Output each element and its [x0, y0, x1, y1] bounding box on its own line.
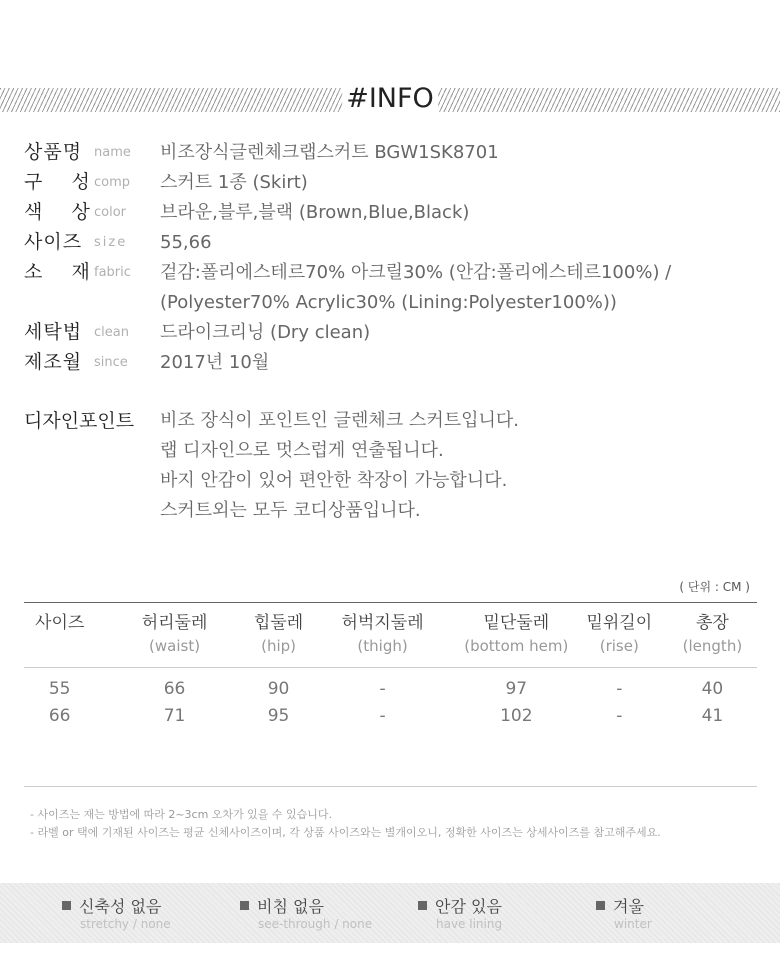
table-cell: 40: [701, 679, 724, 699]
square-bullet-icon: [596, 901, 605, 910]
note-line: - 사이즈는 재는 방법에 따라 2~3cm 오차가 있을 수 있습니다.: [30, 808, 333, 821]
info-value: [160, 168, 308, 198]
info-row-name: [24, 138, 764, 168]
info-table: [24, 138, 764, 378]
header-ko: 밑위길이: [586, 613, 653, 633]
info-value-line: 드라이크리닝 (Dry clean): [160, 322, 371, 343]
size-notes: [30, 806, 661, 842]
table-cell: -: [616, 679, 623, 699]
design-point-text: [160, 406, 519, 526]
table-cell: 41: [701, 706, 724, 726]
header-ko: 총장: [695, 613, 729, 633]
table-header-cell: [254, 611, 304, 667]
design-point-label: 디자인포인트: [24, 410, 135, 432]
info-label-en: clean: [94, 325, 129, 340]
square-bullet-icon: [418, 901, 427, 910]
table-row: [24, 676, 757, 703]
feature-label-ko: 신축성 없음: [79, 897, 162, 916]
table-cell: 66: [48, 706, 71, 726]
info-row-size: [24, 228, 764, 258]
square-bullet-icon: [240, 901, 249, 910]
table-cell: 97: [505, 679, 528, 699]
info-row-fabric: [24, 258, 764, 318]
header-en: (thigh): [357, 637, 408, 655]
info-label-ko: 소 재: [24, 261, 91, 283]
feature-label-ko: 겨울: [613, 897, 644, 916]
table-header-cell: [303, 611, 461, 667]
square-bullet-icon: [62, 901, 71, 910]
table-body: [24, 668, 757, 786]
feature-label-en: have lining: [436, 917, 503, 931]
design-point-line: 스커트외는 모두 코디상품입니다.: [160, 500, 421, 521]
design-point-line: 랩 디자인으로 멋스럽게 연출됩니다.: [160, 440, 444, 461]
design-point-line: 바지 안감이 있어 편안한 착장이 가능합니다.: [160, 470, 508, 491]
header-ko: 허벅지둘레: [341, 613, 424, 633]
info-label-ko: 구 성: [24, 171, 91, 193]
header-ko: 허리둘레: [141, 613, 208, 633]
feature-label-en: winter: [614, 917, 652, 931]
feature-item: [62, 897, 171, 931]
table-cell: 95: [267, 706, 290, 726]
table-cell: -: [379, 679, 386, 699]
info-value-line: 비조장식글렌체크랩스커트 BGW1SK8701: [160, 142, 499, 163]
info-value: [160, 198, 469, 228]
info-value: [160, 228, 212, 258]
table-header-cell: [24, 611, 95, 667]
table-cell: 55: [48, 679, 71, 699]
size-table: [24, 602, 757, 787]
feature-bar: [0, 883, 780, 943]
table-row: [24, 703, 757, 730]
info-label-en: size: [94, 235, 128, 250]
feature-label-en: stretchy / none: [80, 917, 171, 931]
info-value-line: 겉감:폴리에스테르70% 아크릴30% (안감:폴리에스테르100%) /: [160, 262, 672, 283]
info-label-en: color: [94, 205, 127, 220]
info-label-en: fabric: [94, 265, 131, 280]
info-value-line: (Polyester70% Acrylic30% (Lining:Polyester100%)): [160, 292, 617, 313]
table-cell: 102: [500, 706, 533, 726]
table-cell: 71: [163, 706, 186, 726]
table-bottom-rule: [24, 786, 757, 787]
info-label-en: since: [94, 355, 128, 370]
info-label-ko: 제조월: [24, 351, 83, 373]
feature-item: [596, 897, 652, 931]
table-header-cell: [668, 611, 757, 667]
note-line: - 라벨 or 택에 기재된 사이즈는 평균 신체사이즈이며, 각 상품 사이즈와는 별개이오니, 정확한 사이즈는 상세사이즈를 참고해주세요.: [30, 826, 661, 839]
header-en: (rise): [599, 637, 639, 655]
unit-label: ( 단위 : CM ): [679, 580, 750, 594]
info-value-line: 스커트 1종 (Skirt): [160, 172, 308, 193]
table-cell: 66: [163, 679, 186, 699]
info-value-line: 55,66: [160, 232, 212, 253]
feature-label-en: see-through / none: [258, 917, 373, 931]
info-value: [160, 318, 370, 348]
info-row-clean: [24, 318, 764, 348]
info-label-en: comp: [94, 175, 131, 190]
feature-item: [240, 897, 372, 931]
table-header-cell: [571, 611, 668, 667]
table-cell: -: [379, 706, 386, 726]
info-label-ko: 사이즈: [24, 231, 83, 253]
info-label-ko: 색 상: [24, 201, 91, 223]
info-value: [160, 138, 499, 168]
info-value-line: 브라운,블루,블랙 (Brown,Blue,Black): [160, 202, 470, 223]
table-cell: -: [616, 706, 623, 726]
header-ko: 사이즈: [35, 613, 85, 633]
title-stripe-band: [0, 83, 780, 114]
table-header-cell: [95, 611, 253, 667]
design-point-line: 비조 장식이 포인트인 글렌체크 스커트입니다.: [160, 410, 519, 431]
info-row-since: [24, 348, 764, 378]
feature-label-ko: 비침 없음: [257, 897, 324, 916]
info-value: [160, 348, 269, 378]
info-label-ko: 상품명: [24, 141, 83, 163]
header-en: (length): [682, 637, 743, 655]
table-header-cell: [462, 611, 571, 667]
info-row-color: [24, 198, 764, 228]
feature-label-ko: 안감 있음: [435, 897, 502, 916]
feature-item: [418, 897, 502, 931]
info-label-en: name: [94, 145, 131, 160]
header-ko: 밑단둘레: [483, 613, 550, 633]
header-ko: 힙둘레: [253, 613, 304, 633]
info-value-line: 2017년 10월: [160, 352, 270, 373]
info-label-ko: 세탁법: [24, 321, 83, 343]
table-cell: 90: [267, 679, 290, 699]
info-row-comp: [24, 168, 764, 198]
section-title: #INFO: [342, 84, 438, 114]
header-en: (hip): [261, 637, 297, 655]
design-point-section: [24, 406, 764, 526]
table-header: [24, 603, 757, 667]
header-en: (bottom hem): [464, 637, 569, 655]
header-en: (waist): [149, 637, 201, 655]
info-value: [160, 258, 671, 318]
